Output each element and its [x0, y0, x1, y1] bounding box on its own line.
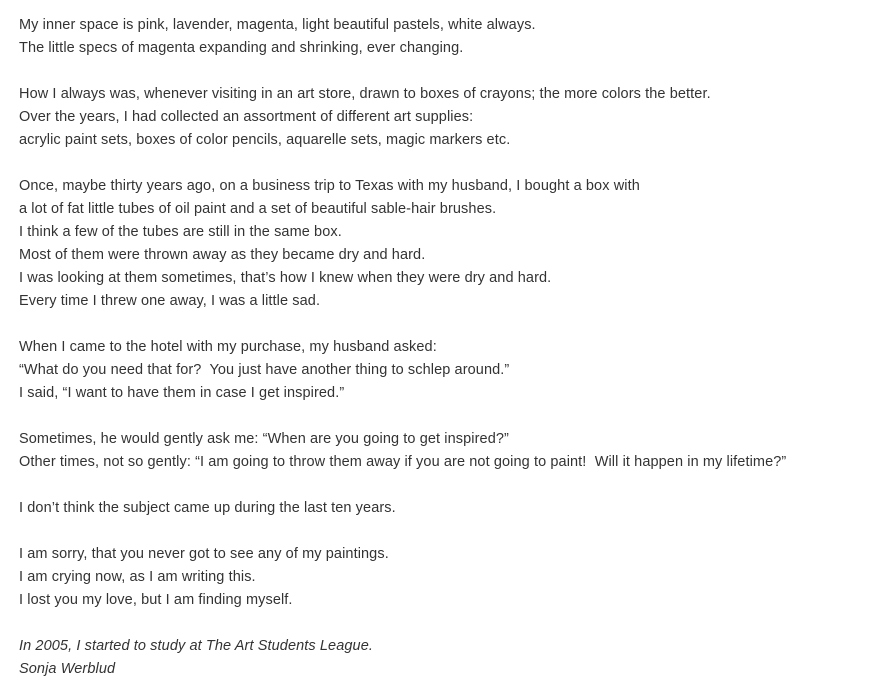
paragraph-hotel [19, 336, 867, 405]
postscript-line: In 2005, I started to study at The Art Students League. [19, 638, 373, 654]
paragraph-sorry [19, 543, 867, 612]
text-line: a lot of fat little tubes of oil paint and a set of beautiful sable-hair brushes. [19, 201, 497, 217]
text-line: When I came to the hotel with my purchase, my husband asked: [19, 339, 437, 355]
author-signature: Sonja Werblud [19, 661, 116, 677]
text-line: I am crying now, as I am writing this. [19, 569, 256, 585]
text-line: I was looking at them sometimes, that’s how I knew when they were dry and hard. [19, 270, 552, 286]
text-line: “What do you need that for? You just have another thing to schlep around.” [19, 362, 510, 378]
text-line: How I always was, whenever visiting in an art store, drawn to boxes of crayons; the more colors the better. [19, 86, 711, 102]
text-line: Sometimes, he would gently ask me: “When are you going to get inspired?” [19, 431, 509, 447]
paragraph-art-store [19, 83, 867, 152]
text-line: Every time I threw one away, I was a little sad. [19, 293, 321, 309]
text-line: I don’t think the subject came up during the last ten years. [19, 500, 396, 516]
paragraph-inner-space [19, 14, 867, 60]
text-line: I think a few of the tubes are still in the same box. [19, 224, 342, 240]
text-line: My inner space is pink, lavender, magenta, light beautiful pastels, white always. [19, 17, 536, 33]
text-line: I am sorry, that you never got to see any of my paintings. [19, 546, 389, 562]
paragraph-last-ten-years [19, 497, 867, 520]
text-line: Most of them were thrown away as they became dry and hard. [19, 247, 426, 263]
text-line: Over the years, I had collected an assortment of different art supplies: [19, 109, 474, 125]
text-line: Other times, not so gently: “I am going to throw them away if you are not going to paint! Will it happen in my lifetime?” [19, 454, 787, 470]
text-line: I lost you my love, but I am finding myself. [19, 592, 293, 608]
text-line: Once, maybe thirty years ago, on a business trip to Texas with my husband, I bought a box with [19, 178, 640, 194]
paragraph-texas-trip [19, 175, 867, 313]
paragraph-inspired [19, 428, 867, 474]
paragraph-postscript [19, 635, 867, 681]
text-line: acrylic paint sets, boxes of color pencils, aquarelle sets, magic markers etc. [19, 132, 511, 148]
text-line: The little specs of magenta expanding and shrinking, ever changing. [19, 40, 464, 56]
text-line: I said, “I want to have them in case I get inspired.” [19, 385, 345, 401]
